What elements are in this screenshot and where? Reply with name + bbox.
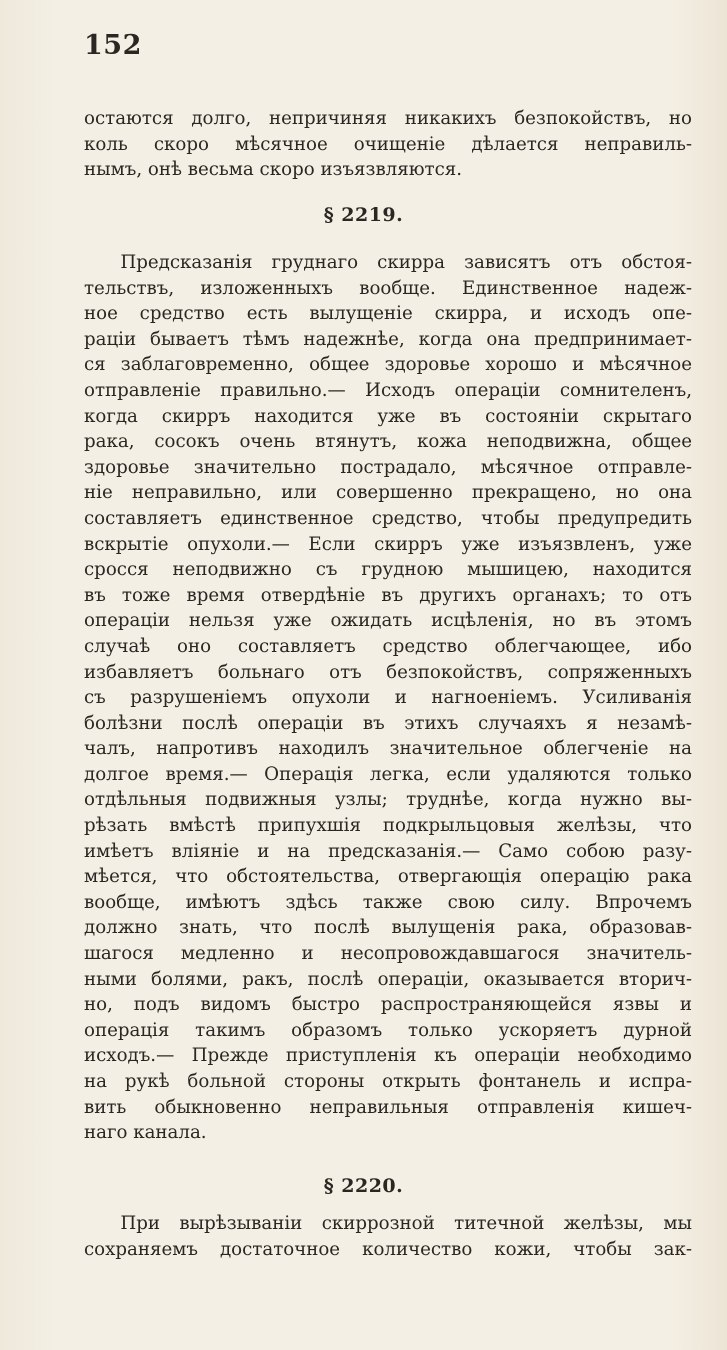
text-line: исходъ.— Прежде приступленія къ операціи необходимо: [84, 1045, 692, 1067]
text-line: ными болями, ракъ, послѣ операціи, оказывается вторич-: [84, 968, 692, 990]
text-line: наго канала.: [84, 1122, 207, 1144]
section-heading-2219: § 2219.: [323, 204, 404, 226]
text-line: При вырѣзываніи скиррозной титечной желѣзы, мы: [120, 1213, 692, 1234]
text-line: случаѣ оно составляетъ средство облегчающее, ибо: [84, 635, 692, 657]
text-line: ное средство есть вылущеніе скирра, и исходъ опе-: [84, 303, 692, 325]
text-line: вообще, имѣютъ здѣсь также свою силу. Впрочемъ: [84, 891, 692, 913]
paragraph-continued: [84, 106, 692, 183]
text-line: Предсказанія груднаго скирра зависятъ отъ обстоя-: [120, 252, 692, 273]
text-line: мѣется, что обстоятельства, отвергающія операцію рака: [84, 866, 692, 888]
text-line: на рукѣ больной стороны открыть фонтанель и испра-: [84, 1071, 692, 1092]
text-line: операціи нельзя уже ожидать исцѣленія, но въ этомъ: [84, 610, 692, 632]
text-line: отдѣльныя подвижныя узлы; труднѣе, когда нужно вы-: [84, 789, 692, 811]
text-line: съ разрушеніемъ опухоли и нагноеніемъ. Усиливанія: [84, 687, 692, 709]
section-2219-paragraph: [84, 250, 692, 1146]
text-line: вить обыкновенно неправильныя отправленія кишеч-: [84, 1096, 692, 1118]
text-line: остаются долго, непричиняя никакихъ безпокойствъ, но: [84, 108, 692, 129]
text-line: здоровье значительно пострадало, мѣсячное отправле-: [84, 456, 692, 478]
text-line: чалъ, напротивъ находилъ значительное облегченіе на: [84, 738, 692, 760]
text-line: отправленіе правильно.— Исходъ операціи сомнителенъ,: [84, 379, 692, 401]
text-line: имѣетъ вліяніе и на предсказанія.— Само собою разу-: [84, 840, 692, 862]
text-line: должно знать, что послѣ вылущенія рака, образовав-: [84, 917, 692, 939]
text-line: но, подъ видомъ быстро распространяющейся язвы и: [84, 994, 692, 1016]
text-line: сохраняемъ достаточное количество кожи, чтобы зак-: [84, 1238, 692, 1260]
text-line: вскрытіе опухоли.— Если скирръ уже изъязвленъ, уже: [84, 533, 692, 555]
text-line: рѣзать вмѣстѣ припухшія подкрыльцовыя желѣзы, что: [84, 815, 692, 837]
text-line: когда скирръ находится уже въ состояніи скрытаго: [84, 405, 692, 427]
text-line: шагося медленно и несопровождавшагося значитель-: [84, 943, 692, 965]
page-number: 152: [84, 30, 142, 61]
text-line: ніе неправильно, или совершенно прекращено, но она: [84, 482, 692, 504]
text-line: нымъ, онѣ весьма скоро изъязвляются.: [84, 159, 463, 181]
text-line: ся заблаговременно, общее здоровье хорошо и мѣсячное: [84, 354, 692, 376]
text-line: избавляетъ больнаго отъ безпокойствъ, сопряженныхъ: [84, 661, 692, 683]
text-line: тельствъ, изложенныхъ вообще. Единственное надеж-: [84, 277, 692, 299]
text-line: въ тоже время отвердѣніе въ другихъ органахъ; то отъ: [84, 584, 692, 606]
text-line: болѣзни послѣ операціи въ этихъ случаяхъ я незамѣ-: [84, 712, 692, 734]
section-2220-paragraph: [84, 1211, 692, 1262]
section-heading-2220: § 2220.: [323, 1175, 404, 1197]
text-line: раціи бываетъ тѣмъ надежнѣе, когда она предпринимает-: [84, 328, 692, 350]
text-line: рака, сосокъ очень втянутъ, кожа неподвижна, общее: [84, 431, 692, 453]
text-line: сросся неподвижно съ грудною мышицею, находится: [84, 559, 692, 581]
text-line: составляетъ единственное средство, чтобы предупредить: [84, 507, 692, 529]
text-line: операція такимъ образомъ только ускоряетъ дурной: [84, 1019, 692, 1041]
text-line: коль скоро мѣсячное очищеніе дѣлается неправиль-: [84, 133, 692, 155]
text-line: долгое время.— Операція легка, если удаляются только: [84, 763, 692, 785]
